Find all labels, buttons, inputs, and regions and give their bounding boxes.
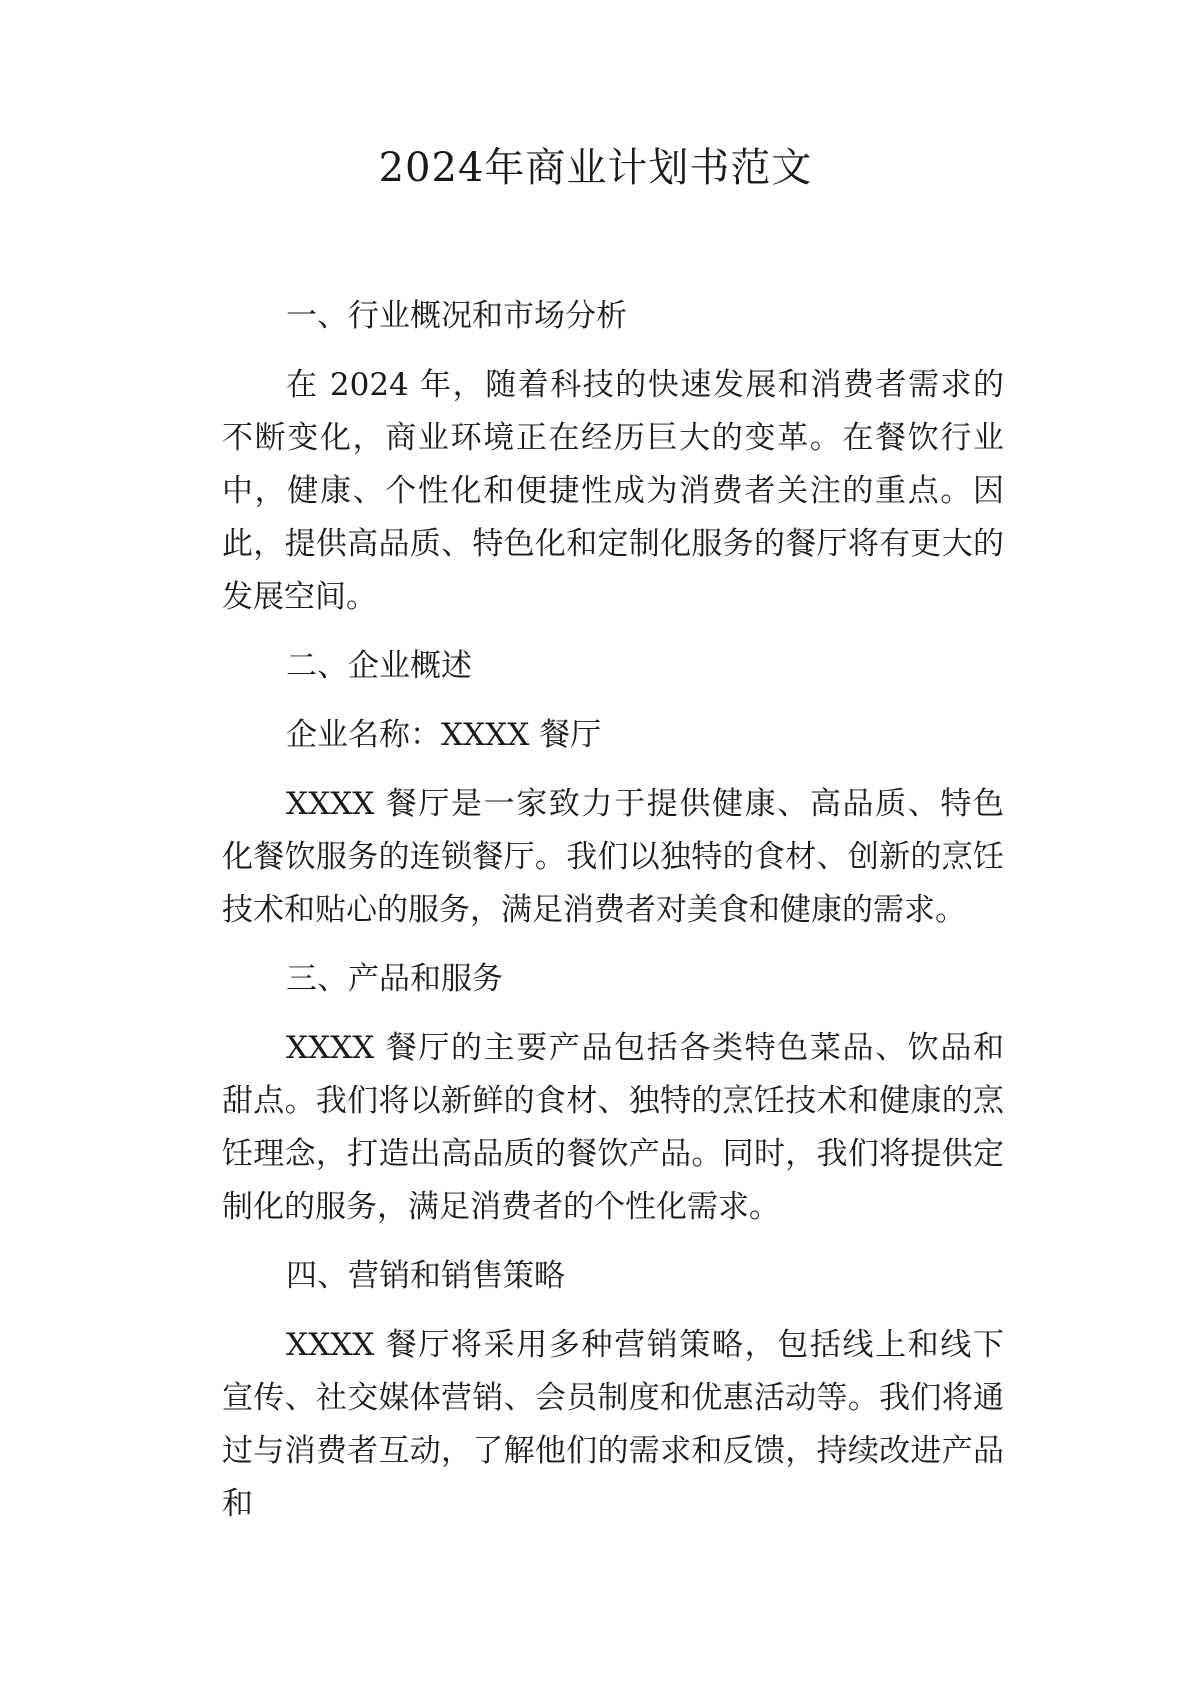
section-paragraph: XXXX 餐厅将采用多种营销策略，包括线上和线下宣传、社交媒体营销、会员制度和优惠活动等。我们将通过与消费者互动，了解他们的需求和反馈，持续改进产品和 bbox=[222, 1327, 1004, 1522]
section-paragraph: XXXX 餐厅的主要产品包括各类特色菜品、饮品和甜点。我们将以新鲜的食材、独特的烹饪技术和健康的烹饪理念，打造出高品质的餐饮产品。同时，我们将提供定制化的服务，满足消费者的个性化需求。 bbox=[222, 1030, 1004, 1225]
section-heading: 四、营销和销售策略 bbox=[286, 1258, 565, 1294]
section-company-overview bbox=[222, 640, 1004, 937]
section-marketing-sales bbox=[222, 1250, 1004, 1531]
section-heading: 三、产品和服务 bbox=[286, 961, 503, 997]
section-industry-overview bbox=[222, 290, 1004, 624]
section-paragraph: XXXX 餐厅是一家致力于提供健康、高品质、特色化餐饮服务的连锁餐厅。我们以独特的食材、创新的烹饪技术和贴心的服务，满足消费者对美食和健康的需求。 bbox=[222, 786, 1004, 928]
section-heading: 一、行业概况和市场分析 bbox=[286, 298, 627, 334]
section-paragraph: 在 2024 年，随着科技的快速发展和消费者需求的不断变化，商业环境正在经历巨大的变革。在餐饮行业中，健康、个性化和便捷性成为消费者关注的重点。因此，提供高品质、特色化和定制化服务的餐厅将有更大的发展空间。 bbox=[222, 367, 1004, 615]
section-products-services bbox=[222, 953, 1004, 1234]
section-heading: 二、企业概述 bbox=[286, 648, 472, 684]
document-title: 2024年商业计划书范文 bbox=[378, 145, 813, 191]
company-name-line: 企业名称：XXXX 餐厅 bbox=[286, 717, 602, 753]
document-body bbox=[222, 290, 1004, 1547]
